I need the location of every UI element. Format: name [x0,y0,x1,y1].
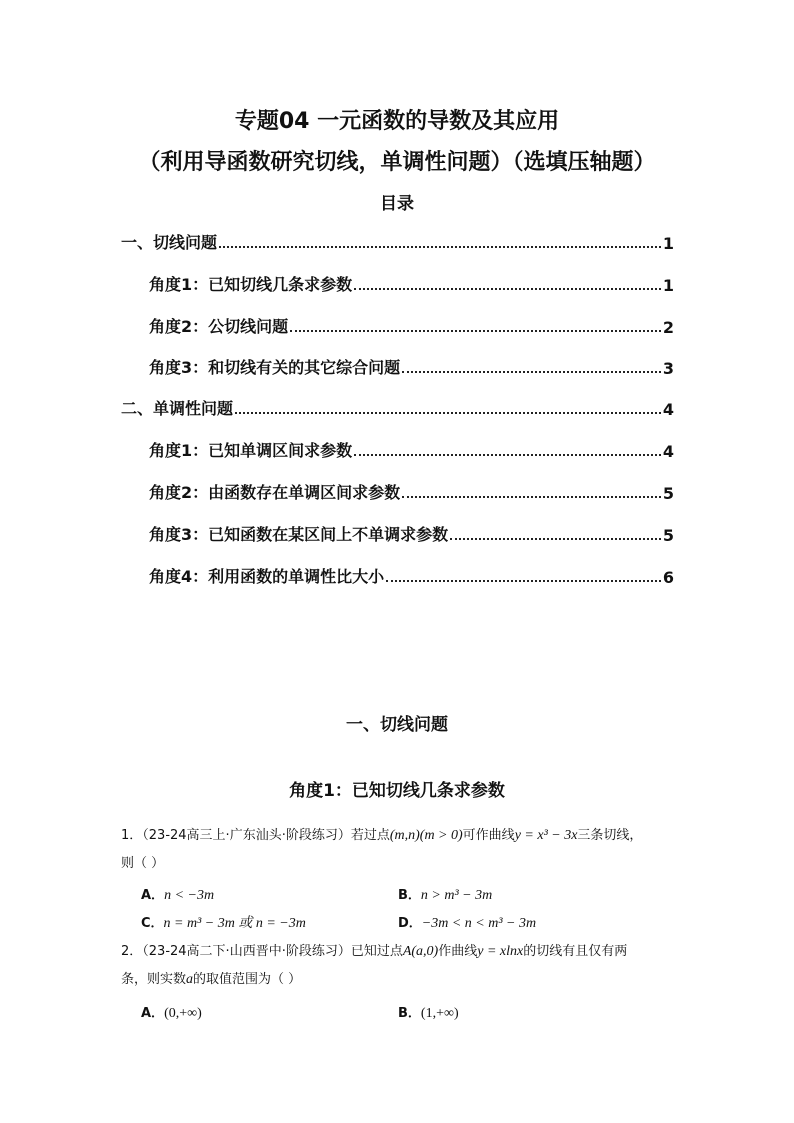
toc-entry[interactable] [149,273,674,295]
question-number: 1． [121,828,143,843]
option-label: B． [398,1006,421,1021]
toc-leader-dots [402,371,661,373]
toc-leader-dots [354,454,661,456]
toc-leader-dots [290,330,661,332]
toc-entry[interactable] [149,315,674,337]
toc-entry-text: 角度3：和切线有关的其它综合问题 [149,358,401,377]
toc-entry-page: 4 [662,442,674,461]
toc-entry-text: 角度3：已知函数在某区间上不单调求参数 [149,525,449,544]
question-number: 2． [121,944,143,959]
question-source: （23-24高二下·山西晋中·阶段练习） [142,944,351,959]
option-expression: n > m³ − 3m [420,888,493,903]
option-label: B． [398,888,421,903]
question-text: 三条切线， [577,828,643,843]
option-b[interactable] [398,884,492,904]
toc-entry[interactable] [121,231,674,253]
toc-entry[interactable] [149,523,674,545]
toc-entry-page: 1 [662,276,674,295]
option-a[interactable] [141,884,214,904]
toc-entry[interactable] [121,397,674,419]
question-text: 若过点 [350,828,390,843]
math-expression: y = x³ − 3x [514,828,578,843]
question-text: 已知过点 [350,944,403,959]
toc-entry-page: 5 [662,526,674,545]
doc-title-line1: 专题04 一元函数的导数及其应用 [234,109,560,134]
toc-entry-page: 1 [662,234,674,253]
math-expression: A(a,0) [402,944,439,959]
toc-leader-dots [402,496,661,498]
math-variable: a [186,972,194,987]
option-expression: (1,+∞) [420,1006,459,1021]
option-label: A． [141,1006,165,1021]
toc-entry-text: 角度4：利用函数的单调性比大小 [149,567,385,586]
option-b[interactable] [398,1002,459,1022]
option-c[interactable] [141,912,306,932]
option-expression: (0,+∞) [164,1006,202,1021]
math-expression: y = xlnx [477,944,524,959]
toc-entry-page: 4 [662,400,674,419]
toc-leader-dots [450,538,661,540]
option-label: C． [141,916,164,931]
question-text: 则（ ） [121,856,165,871]
toc-entry[interactable] [149,481,674,503]
option-expression: −3m < n < m³ − 3m [421,916,537,931]
question-text: 作曲线 [438,944,478,959]
question-text: 条，则实数 [121,972,187,987]
toc-leader-dots [354,288,661,290]
toc-entry-page: 5 [662,484,674,503]
toc-entry-page: 2 [662,318,674,337]
toc-entry[interactable] [149,565,674,587]
toc-entry-text: 二、单调性问题 [121,399,234,418]
option-label: A． [141,888,165,903]
toc-leader-dots [219,246,661,248]
toc-entry[interactable] [149,356,674,378]
toc-leader-dots [235,412,661,414]
toc-entry-text: 角度1：已知单调区间求参数 [149,441,353,460]
question-text: 的取值范围为（ ） [193,972,302,987]
question-text: 可作曲线 [462,828,515,843]
option-a[interactable] [141,1002,202,1022]
option-label: D． [398,916,422,931]
toc-entry[interactable] [149,439,674,461]
question-1 [121,822,681,878]
question-source: （23-24高三上·广东汕头·阶段练习） [142,828,351,843]
option-d[interactable] [398,912,536,932]
toc-entry-text: 角度1：已知切线几条求参数 [149,275,353,294]
option-expression: n < −3m [164,888,215,903]
toc-heading: 目录 [380,194,414,214]
section-heading: 一、切线问题 [346,715,448,735]
math-expression: (m,n)(m > 0) [389,828,463,843]
option-expression: n = m³ − 3m 或 n = −3m [163,916,306,931]
doc-title-line2: （利用导函数研究切线，单调性问题）（选填压轴题） [138,150,656,175]
toc-entry-text: 角度2：公切线问题 [149,317,289,336]
question-2 [121,938,681,994]
toc-entry-text: 一、切线问题 [121,233,218,252]
subsection-heading: 角度1：已知切线几条求参数 [289,781,505,801]
toc-entry-text: 角度2：由函数存在单调区间求参数 [149,483,401,502]
toc-entry-page: 3 [662,359,674,378]
question-text: 的切线有且仅有两 [523,944,628,959]
toc-leader-dots [386,580,661,582]
toc-entry-page: 6 [662,568,674,587]
